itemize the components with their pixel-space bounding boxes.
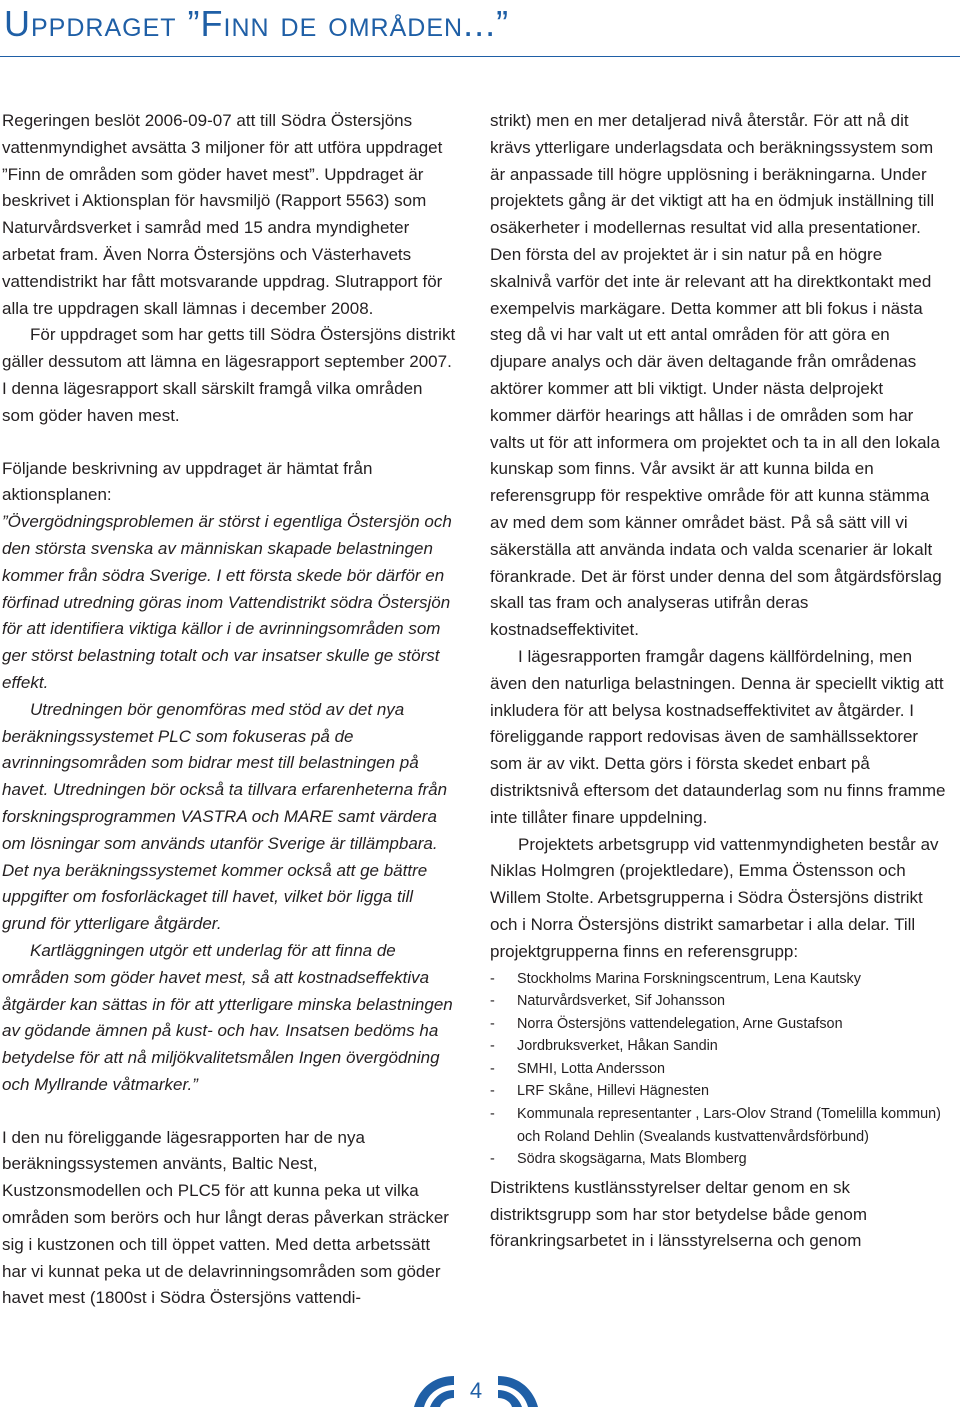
list-dash: -: [490, 1060, 495, 1077]
quote-paragraph-2: Utredningen bör genomföras med stöd av det nya beräkningssystemet PLC som fokuseras på de avrinningsområden som bidrar mest till belastningen på havet. Utredningen bör också ta tillvara erfarenheterna från forskningsprogrammen VASTRA och MARE samt värdera om lösningar som används utanför Sverige är tillämpbara. Det nya beräkningssystemet kommer också att ge bättre uppgifter om fosforläckaget till havet, vilket bör ligga till grund för ytterligare åtgärder.: [2, 699, 448, 934]
intro-paragraph: Regeringen beslöt 2006-09-07 att till Södra Östersjöns vattenmyndighet avsätta 3 miljoner för att utföra uppdraget ”Finn de områden som göder havet mest”. Uppdraget är beskrivet i Aktionsplan för havsmiljö (Rapport 5563) som Naturvårdsverket i samråd med 15 andra myndigheter arbetat fram. Även Norra Östersjöns och Västerhavets vattendistrikt har fått motsvarande uppdrag. Slutrapport för alla tre uppdragen skall lämnas i december 2008.: [2, 111, 443, 318]
list-item: - Stockholms Marina Forskningscentrum, Lena Kautsky: [490, 968, 948, 991]
list-dash: -: [490, 1083, 495, 1100]
list-dash: -: [490, 1151, 495, 1168]
page-title: Uppdraget ”Finn de områden...”: [4, 3, 510, 44]
quote-paragraph-3: Kartläggningen utgör ett underlag för att finna de områden som göder havet mest, så att kostnadseffektiva åtgärder kan sättas in för att ytterligare minska belastningen av gödande ämnen på kust- och hav. Insatsen bedöms ha betydelse för att nå miljökvalitetsmålen Ingen övergödning och Myllrande våtmarker.”: [2, 940, 453, 1094]
quote-paragraph-1: ”Övergödningsproblemen är störst i egentliga Östersjön och den största svenska av människan skapade belastningen kommer från södra Sverige. I ett första skede bör därför en förfinad utredning göras inom Vattendistrikt södra Östersjön för att identifiera viktiga källor i de avrinningsområden som ger störst belastning totalt och var insatser skulle ge störst effekt.: [2, 512, 452, 692]
list-dash: -: [490, 1106, 495, 1123]
description-intro-paragraph: Följande beskrivning av uppdraget är hämtat från aktionsplanen:: [2, 458, 373, 505]
list-item: - Jordbruksverket, Håkan Sandin: [490, 1035, 948, 1058]
county-boards-paragraph: Distriktens kustlänsstyrelser deltar genom en sk distriktsgrupp som har stor betydelse både genom förankringsarbetet in i länsstyrelserna och genom: [490, 1177, 868, 1251]
list-item: - Norra Östersjöns vattendelegation, Arne Gustafson: [490, 1013, 948, 1036]
reference-group-list: [490, 968, 948, 1171]
lagesrapport-paragraph: För uppdraget som har getts till Södra Östersjöns distrikt gäller dessutom att lämna en lägesrapport september 2007. I denna lägesrapport skall särskilt framgå vilka områden som göder haven mest.: [2, 325, 456, 425]
right-column: [490, 108, 948, 1255]
list-dash: -: [490, 1038, 495, 1055]
left-column: [2, 108, 458, 1312]
list-dash: -: [490, 1015, 495, 1032]
list-item: - Naturvårdsverket, Sif Johansson: [490, 990, 948, 1013]
title-rule: [0, 56, 960, 57]
list-item: - Södra skogsägarna, Mats Blomberg: [490, 1148, 948, 1171]
list-item: - Kommunala representanter , Lars-Olov Strand (Tomelilla kommun) och Roland Dehlin (Svealands kustvattenvårdsförbund): [490, 1103, 948, 1148]
continuation-paragraph: strikt) men en mer detaljerad nivå återstår. För att nå dit krävs ytterligare underlagsdata och beräkningssystem som är anpassade till högre upplösning i beräkningarna. Under projektets gång är det viktigt att ha en ödmjuk inställning till osäkerheter i modellernas resultat vid alla presentationer. Den första del av projektet är i sin natur på en högre skalnivå varför det inte är relevant att ha direktkontakt med exempelvis markägare. Detta kommer att bli fokus i nästa steg då vi har valt ut ett antal områden för att göra en djupare analys och där även deltagande från områdenas aktörer kommer att bli viktigt. Under nästa delprojekt kommer därför hearings att hållas i de områden som har valts ut för att informera om projektet och ta in all den lokala kunskap som finns. Vår avsikt är att kunna bilda en referensgrupp för respektive område för att kunna stämma av med dem som känner området bäst. På så sätt vill vi säkerställa att använda indata och valda scenarier är lokalt förankrade. Det är först under denna del som åtgärdsförslag skall tas fram och analyseras utifrån deras kostnadseffektivitet.: [490, 111, 942, 640]
source-distribution-paragraph: I lägesrapporten framgår dagens källfördelning, men även den naturliga belastningen. Denna är speciellt viktig att inkludera för att belysa kostnadseffektivitet av åtgärder. I föreliggande rapport redovisas även de samhällssektorer som är av vikt. Detta görs i första skedet enbart på distriktsnivå eftersom det dataunderlag som nu finns framme inte tillåter finare uppdelning.: [490, 646, 946, 827]
working-group-paragraph: Projektets arbetsgrupp vid vattenmyndigheten består av Niklas Holmgren (projektledare), Emma Östensson och Willem Stolte. Arbetsgrupperna i Södra Östersjöns distrikt och i Norra Östersjöns distrikt samarbetar i alla delar. Till projektgrupperna finns en referensgrupp:: [490, 834, 939, 961]
list-item: - LRF Skåne, Hillevi Hägnesten: [490, 1080, 948, 1103]
list-dash: -: [490, 970, 495, 987]
list-dash: -: [490, 993, 495, 1010]
methods-paragraph: I den nu föreliggande lägesrapporten har de nya beräkningssystemen använts, Baltic Nest, Kustzonsmodellen och PLC5 för att kunna peka ut vilka områden som berörs och hur långt deras påverkan sträcker sig i kustzonen och till öppet vatten. Med detta arbetssätt har vi kunnat peka ut de delavrinningsområden som göder havet mest (1800st i Södra Östersjöns vattendi-: [2, 1127, 449, 1308]
list-item: - SMHI, Lotta Andersson: [490, 1058, 948, 1081]
page-number: 4: [469, 1378, 483, 1403]
